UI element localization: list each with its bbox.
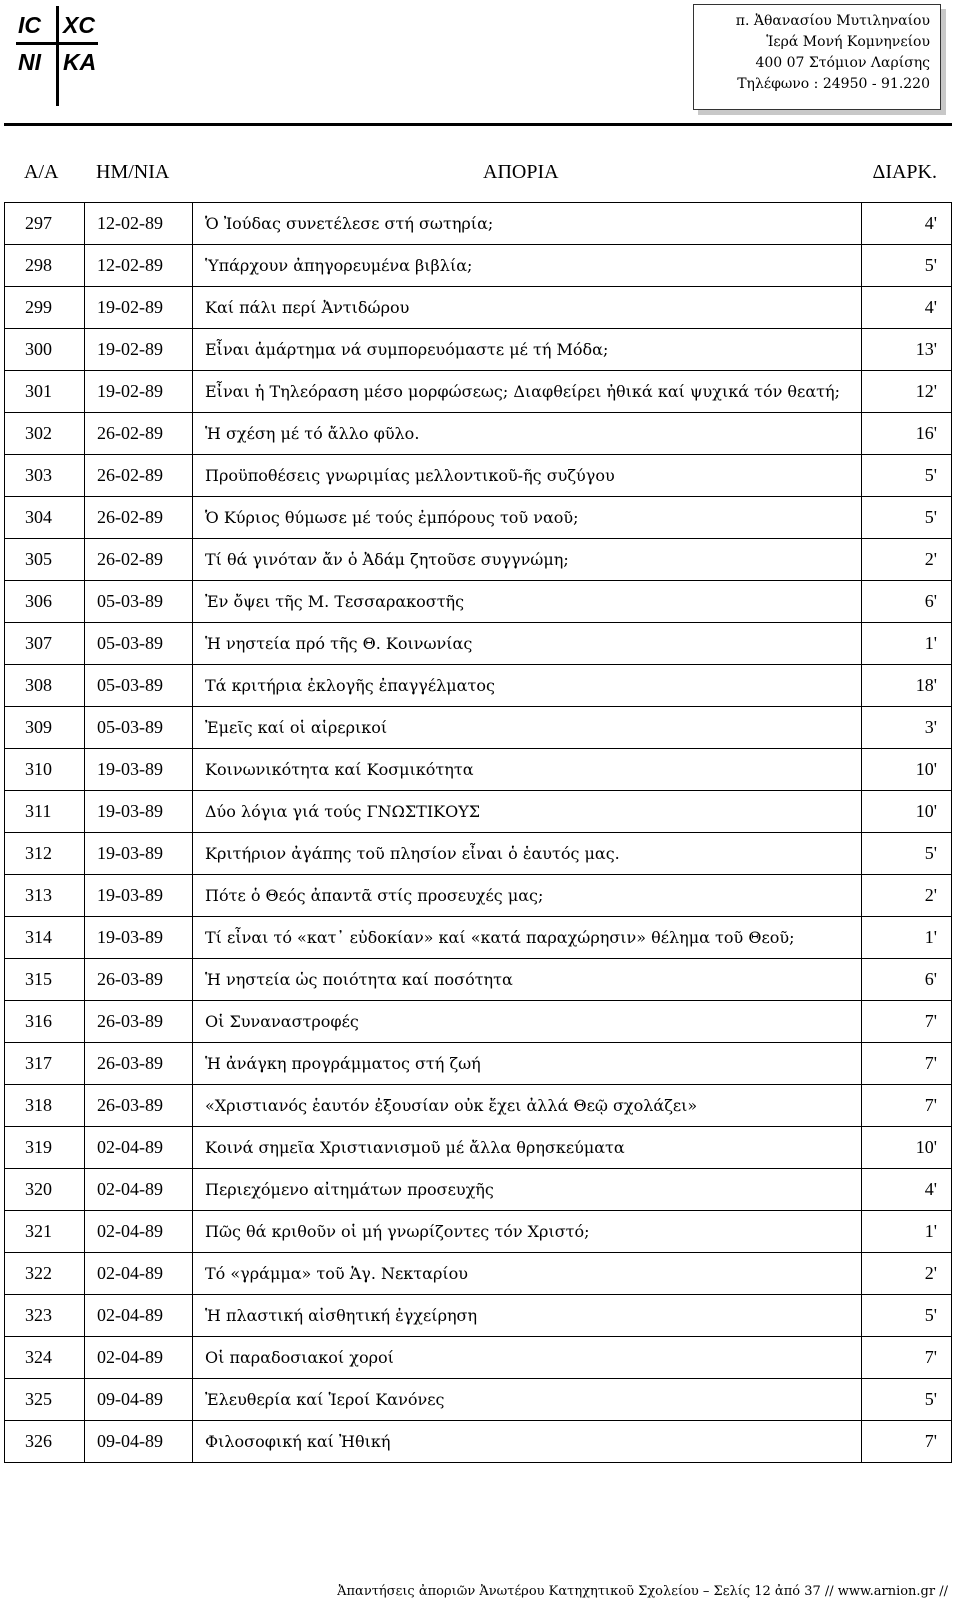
row-question: Τό «γράμμα» τοῦ Ἁγ. Νεκταρίου [193, 1253, 862, 1295]
row-question: Κριτήριον ἀγάπης τοῦ πλησίον εἶναι ὁ ἑαυτός μας. [193, 833, 862, 875]
row-number: 321 [5, 1211, 85, 1253]
row-duration: 10' [862, 791, 952, 833]
column-header-duration: ΔΙΑΡΚ. [872, 161, 937, 183]
row-date: 19-03-89 [85, 875, 193, 917]
table-row [5, 539, 952, 581]
row-date: 19-03-89 [85, 791, 193, 833]
icxc-nika-logo [16, 6, 98, 106]
table-row [5, 707, 952, 749]
row-number: 316 [5, 1001, 85, 1043]
row-number: 323 [5, 1295, 85, 1337]
table-row [5, 1421, 952, 1463]
row-question: Ἡ ἀνάγκη προγράμματος στή ζωή [193, 1043, 862, 1085]
row-duration: 6' [862, 959, 952, 1001]
row-question: Φιλοσοφική καί Ἠθική [193, 1421, 862, 1463]
row-date: 19-03-89 [85, 749, 193, 791]
row-date: 26-02-89 [85, 497, 193, 539]
row-date: 05-03-89 [85, 623, 193, 665]
table-row [5, 1085, 952, 1127]
row-duration: 12' [862, 371, 952, 413]
column-header-number: Α/Α [24, 161, 59, 183]
row-number: 300 [5, 329, 85, 371]
table-row [5, 917, 952, 959]
row-duration: 4' [862, 1169, 952, 1211]
row-duration: 18' [862, 665, 952, 707]
column-header-date: ΗΜ/ΝΙΑ [96, 161, 170, 183]
address-line-monastery: Ἱερά Μονή Κομνηνείου [766, 34, 930, 50]
row-number: 306 [5, 581, 85, 623]
row-question: Οἱ Συναναστροφές [193, 1001, 862, 1043]
row-duration: 4' [862, 203, 952, 245]
row-date: 09-04-89 [85, 1421, 193, 1463]
records-table [4, 202, 952, 1463]
row-number: 303 [5, 455, 85, 497]
table-row [5, 329, 952, 371]
table-row [5, 1169, 952, 1211]
row-duration: 1' [862, 917, 952, 959]
row-number: 320 [5, 1169, 85, 1211]
row-question: Περιεχόμενο αἰτημάτων προσευχῆς [193, 1169, 862, 1211]
address-line-postal: 400 07 Στόμιον Λαρίσης [755, 55, 930, 71]
row-number: 301 [5, 371, 85, 413]
table-row [5, 1337, 952, 1379]
row-duration: 13' [862, 329, 952, 371]
row-number: 297 [5, 203, 85, 245]
row-number: 299 [5, 287, 85, 329]
row-number: 310 [5, 749, 85, 791]
row-date: 02-04-89 [85, 1211, 193, 1253]
row-date: 26-03-89 [85, 959, 193, 1001]
row-question: Ὁ Ἰούδας συνετέλεσε στή σωτηρία; [193, 203, 862, 245]
row-question: Προϋποθέσεις γνωριμίας μελλοντικοῦ-ῆς συζύγου [193, 455, 862, 497]
row-question: Ἡ νηστεία ὡς ποιότητα καί ποσότητα [193, 959, 862, 1001]
row-duration: 10' [862, 749, 952, 791]
row-duration: 2' [862, 539, 952, 581]
row-date: 26-03-89 [85, 1001, 193, 1043]
table-row [5, 287, 952, 329]
row-duration: 3' [862, 707, 952, 749]
table-row [5, 665, 952, 707]
row-date: 02-04-89 [85, 1253, 193, 1295]
table-row [5, 1001, 952, 1043]
row-question: Ἡ πλαστική αἰσθητική ἐγχείρηση [193, 1295, 862, 1337]
row-duration: 10' [862, 1127, 952, 1169]
row-date: 19-02-89 [85, 329, 193, 371]
row-question: Κοινωνικότητα καί Κοσμικότητα [193, 749, 862, 791]
row-duration: 5' [862, 245, 952, 287]
table-row [5, 1127, 952, 1169]
row-number: 313 [5, 875, 85, 917]
row-number: 322 [5, 1253, 85, 1295]
row-question: Δύο λόγια γιά τούς ΓΝΩΣΤΙΚΟΥΣ [193, 791, 862, 833]
header-rule [4, 123, 952, 126]
row-question: Πότε ὁ Θεός ἀπαντᾶ στίς προσευχές μας; [193, 875, 862, 917]
row-number: 324 [5, 1337, 85, 1379]
logo-ka: KA [63, 49, 97, 75]
row-duration: 5' [862, 455, 952, 497]
row-date: 26-03-89 [85, 1085, 193, 1127]
table-row [5, 1253, 952, 1295]
table-row [5, 959, 952, 1001]
logo-xc: XC [63, 12, 95, 38]
row-duration: 5' [862, 1379, 952, 1421]
table-row [5, 833, 952, 875]
row-question: Πῶς θά κριθοῦν οἱ μή γνωρίζοντες τόν Χριστό; [193, 1211, 862, 1253]
table-row [5, 875, 952, 917]
row-date: 05-03-89 [85, 581, 193, 623]
row-duration: 5' [862, 1295, 952, 1337]
table-row [5, 455, 952, 497]
row-number: 315 [5, 959, 85, 1001]
row-question: «Χριστιανός ἑαυτόν ἐξουσίαν οὐκ ἔχει ἀλλά Θεῷ σχολάζει» [193, 1085, 862, 1127]
page-footer: Ἀπαντήσεις ἀποριῶν Ἀνωτέρου Κατηχητικοῦ Σχολείου – Σελίς 12 ἀπό 37 // www.arnion.gr // [337, 1584, 948, 1599]
row-duration: 1' [862, 1211, 952, 1253]
row-date: 05-03-89 [85, 707, 193, 749]
row-number: 305 [5, 539, 85, 581]
logo-ni: NI [18, 49, 41, 75]
table-row [5, 1043, 952, 1085]
row-question: Ἡ νηστεία πρό τῆς Θ. Κοινωνίας [193, 623, 862, 665]
row-duration: 2' [862, 875, 952, 917]
table-row [5, 1379, 952, 1421]
table-row [5, 623, 952, 665]
row-question: Οἱ παραδοσιακοί χοροί [193, 1337, 862, 1379]
row-question: Εἶναι ἡ Τηλεόραση μέσο μορφώσεως; Διαφθείρει ἠθικά καί ψυχικά τόν θεατή; [193, 371, 862, 413]
row-date: 26-03-89 [85, 1043, 193, 1085]
row-date: 26-02-89 [85, 455, 193, 497]
table-row [5, 581, 952, 623]
row-duration: 7' [862, 1001, 952, 1043]
row-duration: 1' [862, 623, 952, 665]
row-date: 02-04-89 [85, 1127, 193, 1169]
row-question: Τά κριτήρια ἐκλογῆς ἐπαγγέλματος [193, 665, 862, 707]
cross-vertical-bar [56, 6, 59, 106]
address-line-phone: Τηλέφωνο : 24950 - 91.220 [737, 76, 930, 92]
records-table-body [5, 203, 952, 1463]
table-row [5, 749, 952, 791]
table-row [5, 413, 952, 455]
table-row [5, 791, 952, 833]
row-number: 318 [5, 1085, 85, 1127]
row-number: 309 [5, 707, 85, 749]
row-date: 19-02-89 [85, 287, 193, 329]
row-duration: 4' [862, 287, 952, 329]
row-question: Τί εἶναι τό «κατ᾽ εὐδοκίαν» καί «κατά παραχώρησιν» θέλημα τοῦ Θεοῦ; [193, 917, 862, 959]
address-box [693, 4, 941, 110]
row-question: Ἐμεῖς καί οἱ αἱρερικοί [193, 707, 862, 749]
table-row [5, 1295, 952, 1337]
row-question: Ἡ σχέση μέ τό ἄλλο φῦλο. [193, 413, 862, 455]
row-number: 307 [5, 623, 85, 665]
row-question: Ἐλευθερία καί Ἱεροί Κανόνες [193, 1379, 862, 1421]
row-number: 304 [5, 497, 85, 539]
row-duration: 6' [862, 581, 952, 623]
column-header-aporia: ΑΠΟΡΙΑ [483, 161, 559, 183]
row-question: Κοινά σημεῖα Χριστιανισμοῦ μέ ἄλλα θρησκεύματα [193, 1127, 862, 1169]
table-row [5, 245, 952, 287]
row-duration: 7' [862, 1085, 952, 1127]
row-date: 02-04-89 [85, 1295, 193, 1337]
logo-ic: IC [18, 12, 41, 38]
row-duration: 2' [862, 1253, 952, 1295]
row-duration: 5' [862, 833, 952, 875]
row-date: 05-03-89 [85, 665, 193, 707]
row-number: 312 [5, 833, 85, 875]
address-line-name: π. Ἀθανασίου Μυτιληναίου [735, 13, 930, 29]
row-question: Τί θά γινόταν ἄν ὁ Ἀδάμ ζητοῦσε συγγνώμη; [193, 539, 862, 581]
table-row [5, 1211, 952, 1253]
row-duration: 5' [862, 497, 952, 539]
table-row [5, 371, 952, 413]
row-duration: 7' [862, 1043, 952, 1085]
row-question: Ἐν ὄψει τῆς Μ. Τεσσαρακοστῆς [193, 581, 862, 623]
row-question: Ὑπάρχουν ἀπηγορευμένα βιβλία; [193, 245, 862, 287]
row-date: 19-03-89 [85, 833, 193, 875]
row-date: 09-04-89 [85, 1379, 193, 1421]
row-date: 02-04-89 [85, 1169, 193, 1211]
row-number: 302 [5, 413, 85, 455]
row-date: 19-02-89 [85, 371, 193, 413]
row-duration: 7' [862, 1337, 952, 1379]
row-date: 19-03-89 [85, 917, 193, 959]
row-question: Ὁ Κύριος θύμωσε μέ τούς ἐμπόρους τοῦ ναοῦ; [193, 497, 862, 539]
row-date: 26-02-89 [85, 539, 193, 581]
row-date: 12-02-89 [85, 245, 193, 287]
row-question: Εἶναι ἁμάρτημα νά συμπορευόμαστε μέ τή Μόδα; [193, 329, 862, 371]
row-date: 02-04-89 [85, 1337, 193, 1379]
table-row [5, 497, 952, 539]
row-number: 298 [5, 245, 85, 287]
row-date: 12-02-89 [85, 203, 193, 245]
row-number: 325 [5, 1379, 85, 1421]
row-number: 314 [5, 917, 85, 959]
row-number: 326 [5, 1421, 85, 1463]
row-duration: 7' [862, 1421, 952, 1463]
row-date: 26-02-89 [85, 413, 193, 455]
row-number: 317 [5, 1043, 85, 1085]
table-row [5, 203, 952, 245]
row-number: 319 [5, 1127, 85, 1169]
row-number: 311 [5, 791, 85, 833]
row-duration: 16' [862, 413, 952, 455]
row-number: 308 [5, 665, 85, 707]
cross-horizontal-bar [16, 42, 98, 45]
row-question: Καί πάλι περί Ἀντιδώρου [193, 287, 862, 329]
